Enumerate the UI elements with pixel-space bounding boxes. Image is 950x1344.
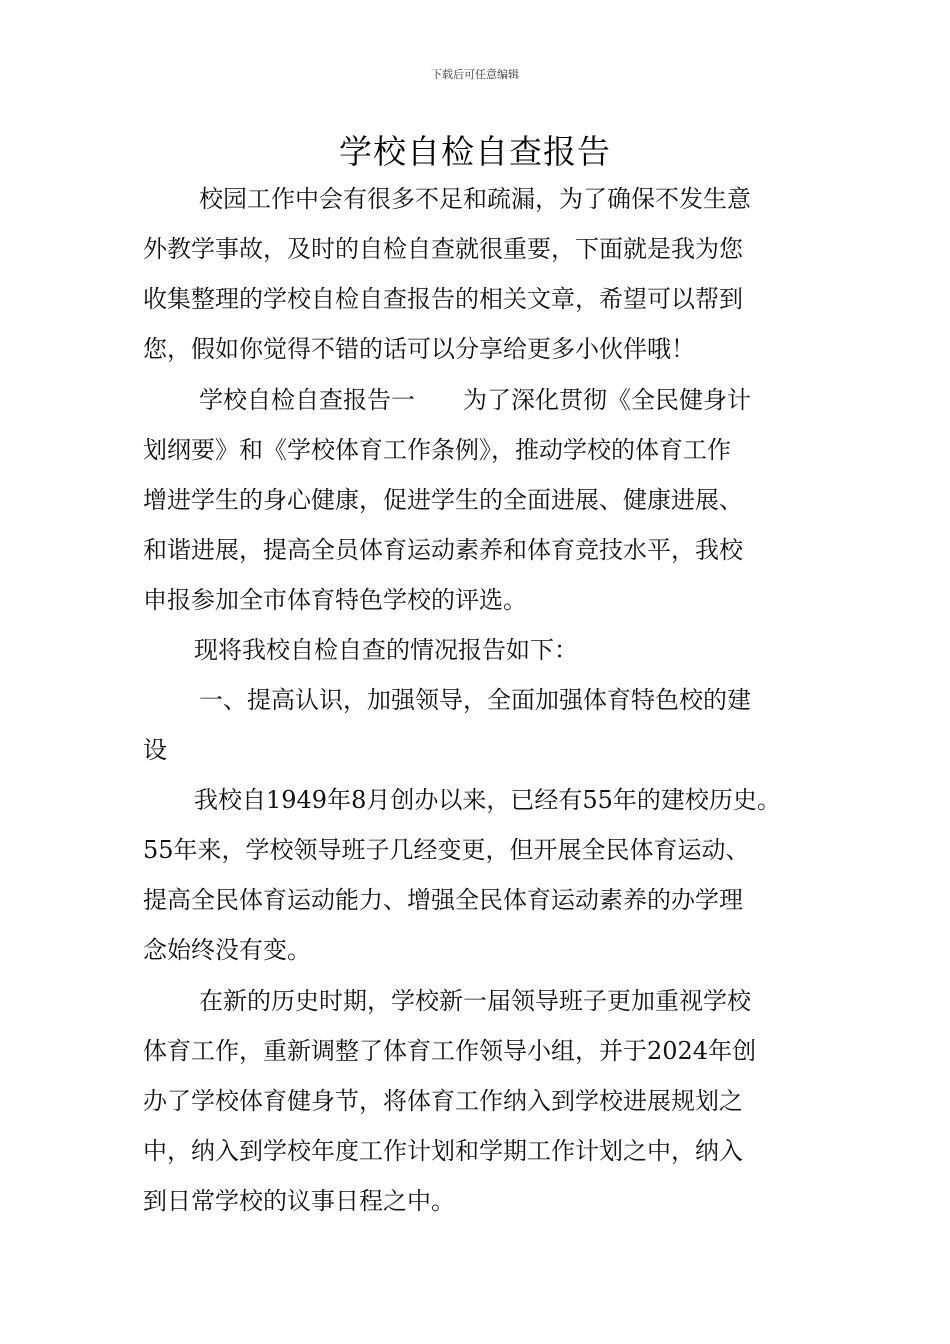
text-line: 收集整理的学校自检自查报告的相关文章，希望可以帮到 xyxy=(143,285,743,313)
text-line: 办了学校体育健身节，将体育工作纳入到学校进展规划之 xyxy=(143,1087,743,1115)
text-line: 外教学事故，及时的自检自查就很重要，下面就是我为您 xyxy=(143,235,743,263)
text-line: 一、提高认识，加强领导，全面加强体育特色校的建 xyxy=(199,686,751,714)
text-line: 学校自检自查报告一 为了深化贯彻《全民健身计 xyxy=(199,386,751,414)
text-line: 体育工作，重新调整了体育工作领导小组，并于2024年创 xyxy=(143,1037,757,1065)
text-line: 到日常学校的议事日程之中。 xyxy=(143,1187,455,1215)
text-line: 校园工作中会有很多不足和疏漏，为了确保不发生意 xyxy=(199,185,751,213)
text-line: 和谐进展，提高全员体育运动素养和体育竞技水平，我校 xyxy=(143,536,743,564)
header-note: 下载后可任意编辑 xyxy=(431,68,519,81)
text-line: 我校自1949年8月创办以来，已经有55年的建校历史。 xyxy=(194,786,781,814)
text-line: 中，纳入到学校年度工作计划和学期工作计划之中，纳入 xyxy=(143,1137,743,1165)
document-title: 学校自检自查报告 xyxy=(339,132,611,171)
text-line: 念始终没有变。 xyxy=(143,936,311,964)
text-line: 增进学生的身心健康，促进学生的全面进展、健康进展、 xyxy=(143,486,743,514)
text-line: 提高全民体育运动能力、增强全民体育运动素养的办学理 xyxy=(143,886,743,914)
text-line: 55年来，学校领导班子几经变更，但开展全民体育运动、 xyxy=(143,836,750,864)
text-line: 在新的历史时期，学校新一届领导班子更加重视学校 xyxy=(199,987,751,1015)
text-line: 现将我校自检自查的情况报告如下： xyxy=(194,636,578,664)
text-line: 申报参加全市体育特色学校的评选。 xyxy=(143,586,527,614)
text-line: 设 xyxy=(143,736,167,764)
text-line: 划纲要》和《学校体育工作条例》，推动学校的体育工作 xyxy=(143,436,731,464)
text-line: 您，假如你觉得不错的话可以分享给更多小伙伴哦！ xyxy=(143,335,695,363)
document-body xyxy=(143,174,809,1226)
